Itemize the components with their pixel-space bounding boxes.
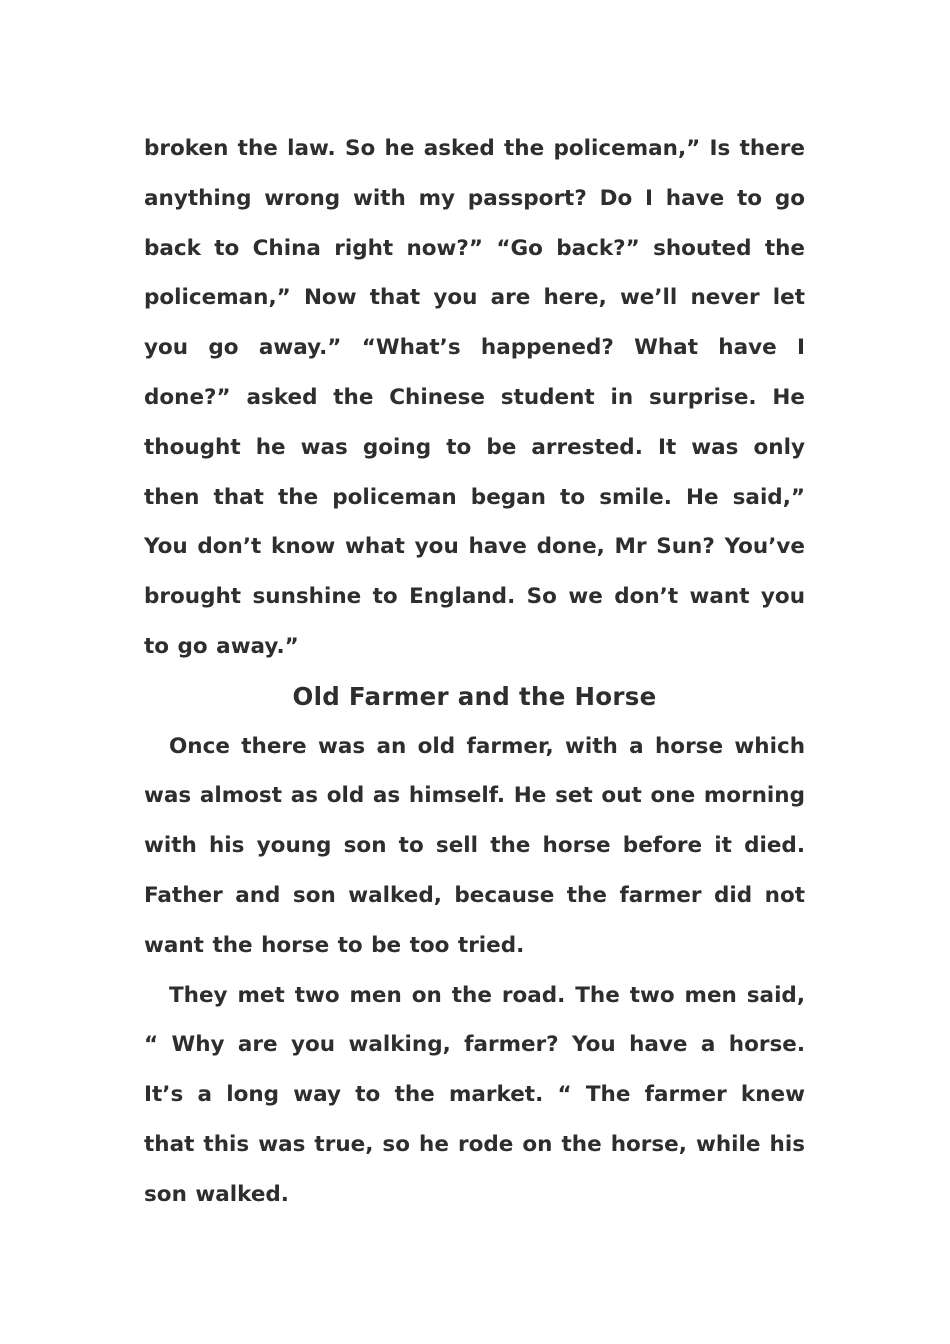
story-paragraph-1: Once there was an old farmer, with a horse which was almost as old as himself. He set out one morning with his young son to sell the horse before it died. Father and son walked, because the farmer did not want the horse to be too tried. xyxy=(144,733,805,958)
document-page xyxy=(144,124,805,1220)
story-paragraph-2: They met two men on the road. The two men said, “ Why are you walking, farmer? You have a horse. It’s a long way to the market. “ The farmer knew that this was true, so he rode on the horse, while his son walked. xyxy=(144,982,805,1207)
story-title: Old Farmer and the Horse xyxy=(292,681,657,711)
paragraph-continued: broken the law. So he asked the policeman,” Is there anything wrong with my passport? Do I have to go back to China right now?” “Go back?” shouted the policeman,” Now that you are here, we’ll never let you go away.” “What’s happened? What have I done?” asked the Chinese student in surprise. He thought he was going to be arrested. It was only then that the policeman began to smile. He said,” You don’t know what you have done, Mr Sun? You’ve brought sunshine to England. So we don’t want you to go away.” xyxy=(144,136,805,659)
